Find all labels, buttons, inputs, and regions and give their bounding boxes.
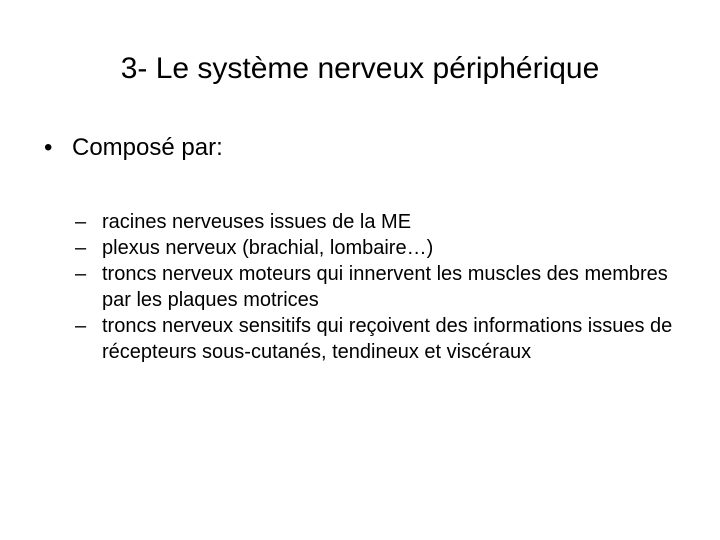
dash-marker: – bbox=[75, 211, 87, 233]
bullet-marker: • bbox=[44, 134, 53, 161]
bullet-text: Composé par: bbox=[72, 134, 223, 161]
dash-marker: – bbox=[75, 263, 87, 285]
sub-bullet-text: plexus nerveux (brachial, lombaire…) bbox=[102, 237, 434, 259]
sub-bullet-item bbox=[75, 313, 695, 365]
dash-marker: – bbox=[75, 237, 87, 259]
main-bullet bbox=[44, 131, 223, 165]
sub-bullet-text: troncs nerveux moteurs qui innervent les muscles des membres par les plaques motrices bbox=[102, 263, 668, 311]
sub-bullet-list bbox=[75, 209, 695, 365]
sub-bullet-item bbox=[75, 209, 695, 235]
sub-bullet-item bbox=[75, 261, 695, 313]
sub-bullet-item bbox=[75, 235, 695, 261]
slide-title: 3- Le système nerveux périphérique bbox=[120, 52, 600, 85]
sub-bullet-text: troncs nerveux sensitifs qui reçoivent des informations issues de récepteurs sous-cutanés, tendineux et viscéraux bbox=[102, 315, 673, 363]
dash-marker: – bbox=[75, 315, 87, 337]
sub-bullet-text: racines nerveuses issues de la ME bbox=[102, 211, 412, 233]
